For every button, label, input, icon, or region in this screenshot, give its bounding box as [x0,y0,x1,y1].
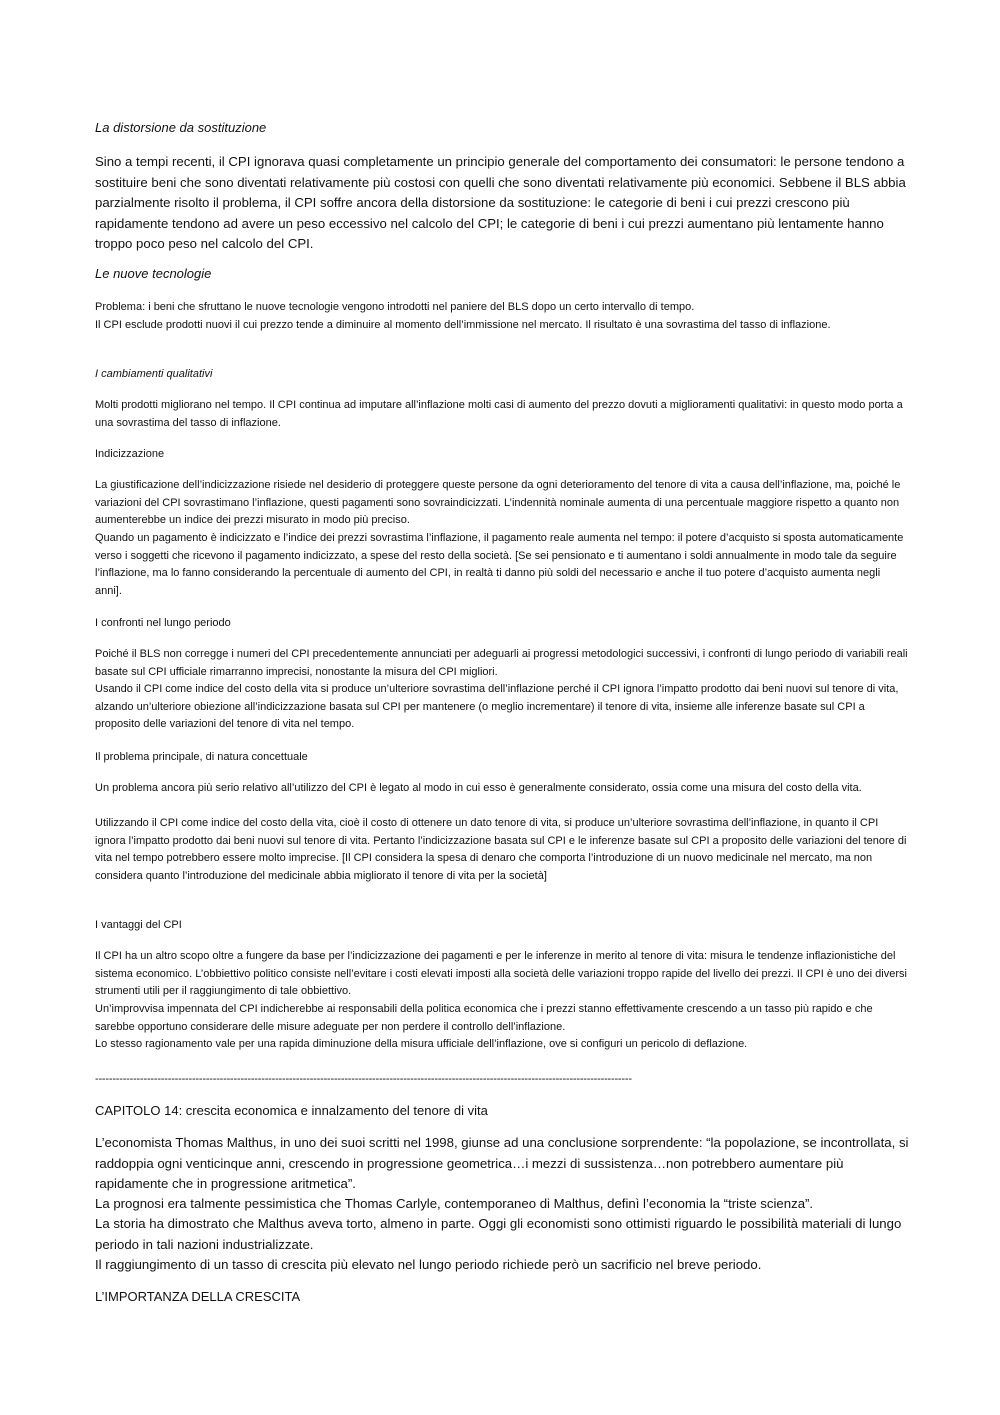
section-separator: ----------------------------------------------------------------------------------------------------------------------------------------------------------- [95,1073,632,1085]
paragraph-history: La storia ha dimostrato che Malthus aveva torto, almeno in parte. Oggi gli economisti sono ottimisti riguardo le possibilità materiali di lungo periodo in tali nazioni industrializzate. [95,1216,902,1252]
heading-substitution-bias: La distorsione da sostituzione [95,120,267,135]
paragraph-long-term-2: Usando il CPI come indice del costo della vita si produce un’ulteriore sovrastima dell’inflazione perché il CPI ignora l’impatto prodotto dai beni nuovi sul tenore di vita, alzando un’ulteriore obiezione all’indicizzazione basata sul CPI per mantenere (o meglio incrementare) il tenore di vita, insieme alle inferenze basate sul CPI a proposito delle variazioni del tenore di vita nel tempo. [95,683,899,730]
heading-long-term-comparisons: I confronti nel lungo periodo [95,617,231,629]
heading-chapter-14: CAPITOLO 14: crescita economica e innalzamento del tenore di vita [95,1103,488,1118]
heading-importance-of-growth: L’IMPORTANZA DELLA CRESCITA [95,1289,301,1304]
paragraph-advantages-1: Il CPI ha un altro scopo oltre a fungere da base per l’indicizzazione dei pagamenti e per le inferenze in merito al tenore di vita: misura le tendenze inflazionistiche del sistema economico. L’obbiettivo politico consiste nell’evitare i costi elevati imposti alla società delle variazioni troppo rapide del livello dei prezzi. Il CPI è uno dei diversi strumenti utili per il raggiungimento di tale obbiettivo. [95,950,907,997]
paragraph-new-technologies-1: Problema: i beni che sfruttano le nuove tecnologie vengono introdotti nel paniere del BLS dopo un certo intervallo di tempo. [95,301,695,313]
paragraph-advantages-2: Un’improvvisa impennata del CPI indicherebbe ai responsabili della politica economica che i prezzi stanno effettivamente crescendo a un tasso più rapido e che sarebbe opportuno considerare delle misure adeguate per non perdere il controllo dell’inflazione. [95,1003,873,1033]
paragraph-growth-sacrifice: Il raggiungimento di un tasso di crescita più elevato nel lungo periodo richiede però un sacrificio nel breve periodo. [95,1257,762,1272]
heading-new-technologies: Le nuove tecnologie [95,266,212,281]
heading-conceptual-problem: Il problema principale, di natura concettuale [95,751,308,763]
paragraph-indexation-1: La giustificazione dell’indicizzazione risiede nel desiderio di proteggere queste persone da ogni deterioramento del tenore di vita a causa dell’inflazione, ma, poiché le variazioni del CPI sovrastimano l’inflazione, questi pagamenti sono sovraindicizzati. L’indennità nominale aumenta di una percentuale maggiore rispetto a quanto non aumenterebbe un indice dei prezzi misurato in modo più preciso. [95,479,901,526]
paragraph-advantages-3: Lo stesso ragionamento vale per una rapida diminuzione della misura ufficiale dell’inflazione, ove si configuri un pericolo di deflazione. [95,1038,748,1050]
heading-quality-changes: I cambiamenti qualitativi [95,368,213,380]
paragraph-conceptual-1: Un problema ancora più serio relativo all’utilizzo del CPI è legato al modo in cui esso è generalmente considerato, ossia come una misura del costo della vita. [95,782,862,794]
paragraph-carlyle: La prognosi era talmente pessimistica che Thomas Carlyle, contemporaneo di Malthus, definì l’economia la “triste scienza”. [95,1196,814,1211]
heading-indexation: Indicizzazione [95,448,165,460]
paragraph-quality-changes: Molti prodotti migliorano nel tempo. Il CPI continua ad imputare all’inflazione molti casi di aumento del prezzo dovuti a miglioramenti qualitativi: in questo modo porta a una sovrastima del tasso di inflazione. [95,399,903,429]
paragraph-conceptual-2: Utilizzando il CPI come indice del costo della vita, cioè il costo di ottenere un dato tenore di vita, si produce un’ulteriore sovrastima dell’inflazione, in quanto il CPI ignora l’impatto prodotto dai beni nuovi sul tenore di vita. Pertanto l’indicizzazione basata sul CPI e le inferenze basate sul CPI a proposito delle variazioni del tenore di vita nel tempo potrebbero essere molto imprecise. [Il CPI considera la spesa di denaro che comporta l’introduzione di un nuovo medicinale nel mercato, ma non considera quanto l’introduzione del medicinale abbia migliorato il tenore di vita per la società] [95,817,907,882]
paragraph-long-term-1: Poiché il BLS non corregge i numeri del CPI precedentemente annunciati per adeguarli ai progressi metodologici successivi, i confronti di lungo periodo di variabili reali basate sul CPI ufficiale rimarranno imprecisi, nonostante la misura del CPI migliori. [95,648,908,678]
paragraph-indexation-2: Quando un pagamento è indicizzato e l’indice dei prezzi sovrastima l’inflazione, il pagamento reale aumenta nel tempo: il potere d’acquisto si sposta automaticamente verso i soggetti che ricevono il pagamento indicizzato, a spese del resto della società. [Se sei pensionato e ti aumentano i soldi annualmente in modo tale da seguire l’inflazione, ma lo fanno considerando la percentuale di aumento del CPI, in realtà ti danno più soldi del necessario e anche il tuo potere d’acquisto aumenta negli anni]. [95,532,904,597]
paragraph-new-technologies-2: Il CPI esclude prodotti nuovi il cui prezzo tende a diminuire al momento dell’immissione nel mercato. Il risultato è una sovrastima del tasso di inflazione. [95,319,831,331]
heading-cpi-advantages: I vantaggi del CPI [95,919,182,931]
paragraph-malthus: L’economista Thomas Malthus, in uno dei suoi scritti nel 1998, giunse ad una conclusione sorprendente: “la popolazione, se incontrollata, si raddoppia ogni venticinque anni, crescendo in progressione geometrica…i mezzi di sussistenza…non potrebbero aumentare più rapidamente che in progressione aritmetica”. [95,1135,909,1191]
paragraph-substitution-bias: Sino a tempi recenti, il CPI ignorava quasi completamente un principio generale del comportamento dei consumatori: le persone tendono a sostituire beni che sono diventati relativamente più costosi con quelli che sono diventati relativamente più economici. Sebbene il BLS abbia parzialmente risolto il problema, il CPI soffre ancora della distorsione da sostituzione: le categorie di beni i cui prezzi crescono più rapidamente tendono ad avere un peso eccessivo nel calcolo del CPI; le categorie di beni i cui prezzi aumentano più lentamente hanno troppo poco peso nel calcolo del CPI. [95,154,906,251]
